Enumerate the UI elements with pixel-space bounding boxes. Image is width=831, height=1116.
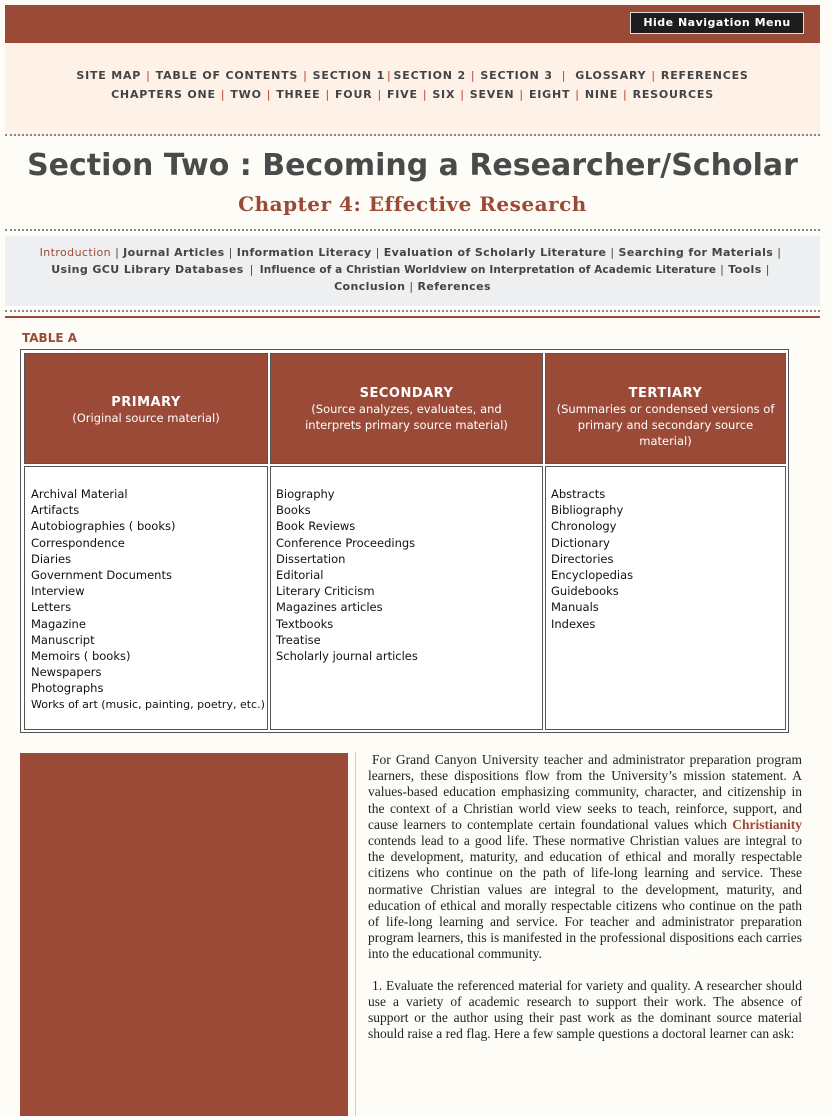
list-item: Letters	[31, 600, 72, 615]
paragraph-evaluate: 1. Evaluate the referenced material for variety and quality. A researcher should use a variety of academic research to support their work. The absence of support or the author using their past work as the dominant source material should raise a red flag. Here a few sample questions a doctoral learner can ask:	[368, 977, 802, 1042]
primary-title: PRIMARY	[111, 395, 181, 410]
image-placeholder-block	[20, 753, 348, 1116]
accent-divider	[5, 316, 820, 318]
list-item: Abstracts	[551, 487, 606, 501]
list-item: Conference Proceedings	[276, 535, 416, 550]
chapter-title: Chapter 4: Effective Research	[238, 192, 587, 216]
table-label: TABLE A	[22, 331, 77, 345]
list-item: Books	[276, 503, 311, 518]
list-item: Magazine	[31, 616, 86, 631]
table-body-tertiary	[545, 466, 786, 730]
paragraph-text: For Grand Canyon University teacher and administrator preparation program learners, these dispositions flow from the University’s mission statement. A values-based education emphasizing community, character, and citizenship in the context of a Christian world view seeks to teach, reinforce, support, and cause learners to contemplate certain foundational values which	[368, 752, 802, 832]
table-header-secondary	[270, 353, 543, 464]
list-item: Editorial	[276, 568, 324, 583]
chapter-nav-introduction[interactable]: Introduction	[39, 246, 112, 259]
list-item: Photographs	[31, 681, 104, 696]
chapter-nav-row-1: Introduction | Journal Articles | Information Literacy | Evaluation of Scholarly Literature | Searching for Materials |	[39, 246, 782, 259]
chapter-nav-conclusion[interactable]: Conclusion	[334, 280, 406, 293]
list-item: Archival Material	[31, 487, 128, 501]
primary-list	[25, 467, 267, 713]
christianity-link[interactable]: Christianity	[732, 816, 802, 832]
list-item: Chronology	[551, 519, 617, 534]
primary-subtitle: (Original source material)	[72, 411, 220, 425]
list-item: Guidebooks	[551, 584, 619, 599]
chapter-nav-christian-worldview[interactable]: Influence of a Christian Worldview on Interpretation of Academic Literature	[259, 264, 717, 276]
list-item: Literary Criticism	[276, 584, 375, 599]
body-text	[368, 752, 802, 1057]
list-item: Encyclopedias	[551, 568, 634, 583]
tertiary-title: TERTIARY	[628, 386, 703, 401]
nav-section-2[interactable]: SECTION 2	[393, 69, 466, 82]
tertiary-subtitle: (Summaries or condensed versions of primary and secondary source material)	[556, 402, 775, 448]
chapter-nav-tools[interactable]: Tools	[728, 263, 762, 276]
nav-references[interactable]: REFERENCES	[660, 69, 749, 82]
paragraph-dispositions	[368, 752, 802, 963]
secondary-title: SECONDARY	[359, 386, 454, 401]
list-item: Treatise	[276, 632, 321, 647]
list-item: Book Reviews	[276, 519, 356, 534]
chapter-nav-references[interactable]: References	[417, 280, 491, 293]
hide-navigation-button[interactable]: Hide Navigation Menu	[630, 12, 804, 34]
list-item: Manuscript	[31, 632, 95, 647]
table-body-primary	[24, 466, 268, 730]
nav-chapter-two[interactable]: TWO	[230, 88, 262, 101]
list-item: Correspondence	[31, 535, 125, 550]
nav-chapter-nine[interactable]: NINE	[584, 88, 619, 101]
list-item: Magazines articles	[276, 600, 383, 615]
table-header-tertiary	[545, 353, 786, 464]
list-item: Biography	[276, 487, 335, 501]
list-item: Indexes	[551, 616, 596, 631]
source-types-table	[20, 349, 789, 733]
page-title: Section Two : Becoming a Researcher/Scholar	[27, 148, 798, 183]
title-area	[5, 137, 820, 231]
list-item: Artifacts	[31, 503, 80, 518]
nav-chapter-six[interactable]: SIX	[432, 88, 456, 101]
nav-chapter-eight[interactable]: EIGHT	[528, 88, 571, 101]
nav-site-map[interactable]: SITE MAP	[76, 69, 142, 82]
chapter-nav-evaluation[interactable]: Evaluation of Scholarly Literature	[383, 246, 607, 259]
tertiary-list	[546, 467, 785, 632]
chapter-navigation	[5, 236, 820, 306]
list-item: Scholarly journal articles	[276, 649, 418, 664]
nav-chapter-seven[interactable]: SEVEN	[469, 88, 515, 101]
secondary-subtitle: (Source analyzes, evaluates, and interprets primary source material)	[305, 402, 508, 432]
chapter-nav-row-2: Using GCU Library Databases | Influence of a Christian Worldview on Interpretation of Academic Literature | Tools |	[51, 263, 770, 276]
list-item: Autobiographies ( books)	[31, 519, 176, 534]
top-bar	[5, 5, 820, 43]
nav-chapter-three[interactable]: THREE	[276, 88, 321, 101]
dotted-divider	[5, 310, 820, 312]
chapter-nav-gcu-databases[interactable]: Using GCU Library Databases	[51, 263, 244, 276]
list-item: Directories	[551, 551, 614, 566]
list-item: Dissertation	[276, 551, 346, 566]
list-item: Works of art (music, painting, poetry, etc.)	[31, 697, 265, 711]
list-item: Dictionary	[551, 535, 610, 550]
list-item: Diaries	[31, 551, 72, 566]
site-nav-row-2: CHAPTERS ONE | TWO | THREE | FOUR | FIVE | SIX | SEVEN | EIGHT | NINE | RESOURCES	[111, 88, 714, 101]
column-divider	[355, 752, 356, 1116]
list-item: Government Documents	[31, 568, 172, 583]
list-item: Bibliography	[551, 503, 624, 518]
paragraph-text: contends lead to a good life. These normative Christian values are integral to the development, maturity, and education of ethical and morally respectable citizens who continue on the path of life-long learning and service. These normative Christian values are integral to the development, maturity, and education of ethical and morally respectable citizens who continue on the path of life-long learning and service. For teacher and administrator preparation program learners, this is manifested in the professional dispositions each carries into the educational community.	[368, 833, 802, 962]
nav-chapter-five[interactable]: FIVE	[386, 88, 418, 101]
list-item: Interview	[31, 584, 85, 599]
nav-table-of-contents[interactable]: TABLE OF CONTENTS	[155, 69, 299, 82]
chapter-nav-row-3: Conclusion | References	[334, 280, 491, 293]
list-item: Manuals	[551, 600, 599, 615]
nav-chapter-four[interactable]: FOUR	[334, 88, 373, 101]
nav-resources[interactable]: RESOURCES	[632, 88, 714, 101]
table-header-primary	[24, 353, 268, 464]
nav-chapter-one[interactable]: CHAPTERS ONE	[111, 88, 216, 101]
chapter-nav-searching[interactable]: Searching for Materials	[618, 246, 774, 259]
secondary-list	[271, 467, 542, 664]
nav-section-3[interactable]: SECTION 3	[480, 69, 553, 82]
chapter-nav-journal-articles[interactable]: Journal Articles	[123, 246, 225, 259]
site-navigation	[5, 43, 820, 136]
table-body-secondary	[270, 466, 543, 730]
nav-glossary[interactable]: GLOSSARY	[575, 69, 647, 82]
list-item: Memoirs ( books)	[31, 649, 131, 664]
list-item: Newspapers	[31, 665, 102, 680]
nav-section-1[interactable]: SECTION 1	[312, 69, 386, 82]
list-item: Textbooks	[276, 616, 334, 631]
chapter-nav-information-literacy[interactable]: Information Literacy	[236, 246, 372, 259]
site-nav-row-1: SITE MAP | TABLE OF CONTENTS | SECTION 1 | SECTION 2 | SECTION 3 | GLOSSARY | REFERENCES	[76, 69, 749, 82]
